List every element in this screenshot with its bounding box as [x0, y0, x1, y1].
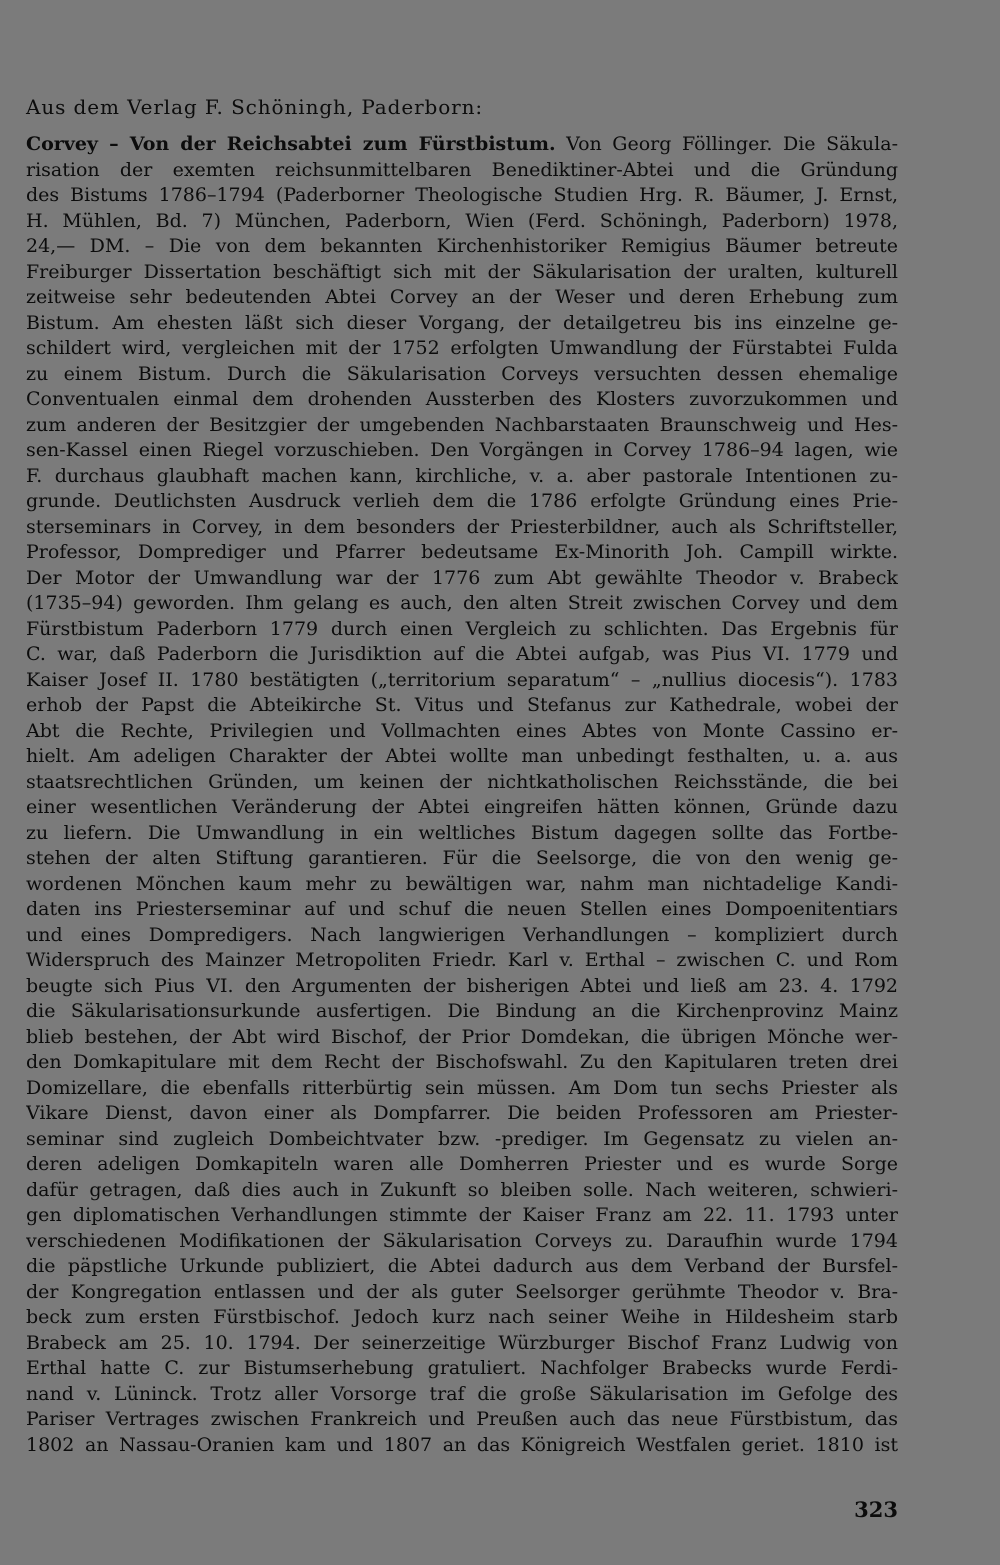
page-number: 323	[854, 1497, 898, 1522]
text-line: Bistum. Am ehesten läßt sich dieser Vorgang, der detailgetreu bis ins einzelne ge-	[26, 311, 898, 334]
text-line: blieb bestehen, der Abt wird Bischof, der Prior Domdekan, die übrigen Mönche wer-	[26, 1025, 898, 1048]
text-line: Erthal hatte C. zur Bistumserhebung gratuliert. Nachfolger Brabecks wurde Ferdi-	[26, 1357, 898, 1379]
book-title: Corvey – Von der Reichsabtei zum Fürstbistum.	[26, 133, 556, 155]
first-line-text: Von Georg Föllinger. Die Säkula-	[555, 133, 898, 155]
publisher-heading: Aus dem Verlag F. Schöningh, Paderborn:	[26, 95, 484, 119]
text-line: beck zum ersten Fürstbischof. Jedoch kurz nach seiner Weihe in Hildesheim starb	[26, 1306, 898, 1328]
text-line: zum anderen der Besitzgier der umgebenden Nachbarstaaten Braunschweig und Hes-	[26, 413, 898, 436]
text-line: staatsrechtlichen Gründen, um keinen der nichtkatholischen Reichsstände, die bei	[26, 770, 898, 793]
text-line: Pariser Vertrages zwischen Frankreich und Preußen auch das neue Fürstbistum, das	[26, 1408, 898, 1430]
text-line: C. war, daß Paderborn die Jurisdiktion auf die Abtei aufgab, was Pius VI. 1779 und	[26, 643, 898, 665]
text-line: Widerspruch des Mainzer Metropoliten Friedr. Karl v. Erthal – zwischen C. und Rom	[26, 949, 898, 971]
text-line: verschiedenen Modifikationen der Säkularisation Corveys zu. Daraufhin wurde 1794	[26, 1229, 898, 1252]
text-line: Brabeck am 25. 10. 1794. Der seinerzeitige Würzburger Bischof Franz Ludwig von	[26, 1331, 898, 1354]
text-line: dafür getragen, daß dies auch in Zukunft so bleiben solle. Nach weiteren, schwieri-	[26, 1178, 898, 1201]
text-line: Kaiser Josef II. 1780 bestätigten („territorium separatum“ – „nullius diocesis“). 1783	[26, 668, 898, 691]
text-line: deren adeligen Domkapiteln waren alle Domherren Priester und es wurde Sorge	[26, 1153, 898, 1175]
text-line: die Säkularisationsurkunde ausfertigen. Die Bindung an die Kirchenprovinz Mainz	[26, 1000, 898, 1022]
text-line: des Bistums 1786–1794 (Paderborner Theologische Studien Hrg. R. Bäumer, J. Ernst,	[26, 184, 898, 206]
text-line: einer wesentlichen Veränderung der Abtei eingreifen hätten können, Gründe dazu	[26, 796, 898, 818]
text-line: daten ins Priesterseminar auf und schuf die neuen Stellen eines Dompoenitentiars	[26, 898, 898, 920]
text-line: die päpstliche Urkunde publiziert, die Abtei dadurch aus dem Verband der Bursfel-	[26, 1255, 898, 1277]
text-line: Vikare Dienst, davon einer als Dompfarrer. Die beiden Professoren am Priester-	[26, 1102, 898, 1124]
text-line: Der Motor der Umwandlung war der 1776 zum Abt gewählte Theodor v. Brabeck	[26, 566, 898, 589]
text-line: Abt die Rechte, Privilegien und Vollmachten eines Abtes von Monte Cassino er-	[26, 719, 898, 742]
text-line: Freiburger Dissertation beschäftigt sich mit der Säkularisation der uralten, kulturell	[26, 260, 898, 283]
text-line: zu einem Bistum. Durch die Säkularisation Corveys versuchten dessen ehemalige	[26, 362, 898, 385]
text-line: und eines Dompredigers. Nach langwierigen Verhandlungen – kompliziert durch	[26, 923, 898, 946]
text-line: Fürstbistum Paderborn 1779 durch einen Vergleich zu schlichten. Das Ergebnis für	[26, 617, 898, 640]
review-text	[26, 132, 898, 1458]
text-line: grunde. Deutlichsten Ausdruck verlieh dem die 1786 erfolgte Gründung eines Prie-	[26, 490, 898, 512]
text-line: sen-Kassel einen Riegel vorzuschieben. Den Vorgängen in Corvey 1786–94 lagen, wie	[26, 439, 898, 461]
text-line: erhob der Papst die Abteikirche St. Vitus und Stefanus zur Kathedrale, wobei der	[26, 694, 898, 716]
text-line: beugte sich Pius VI. den Argumenten der bisherigen Abtei und ließ am 23. 4. 1792	[26, 974, 898, 997]
text-line: 24,— DM. – Die von dem bekannten Kirchenhistoriker Remigius Bäumer betreute	[26, 235, 898, 257]
text-line: 1802 an Nassau-Oranien kam und 1807 an das Königreich Westfalen geriet. 1810 ist	[26, 1433, 898, 1456]
text-line: zu liefern. Die Umwandlung in ein weltliches Bistum dagegen sollte das Fortbe-	[26, 821, 898, 844]
text-line: H. Mühlen, Bd. 7) München, Paderborn, Wien (Ferd. Schöningh, Paderborn) 1978,	[26, 209, 898, 232]
text-line: schildert wird, vergleichen mit der 1752 erfolgten Umwandlung der Fürstabtei Fulda	[26, 337, 898, 359]
text-line: wordenen Mönchen kaum mehr zu bewältigen war, nahm man nichtadelige Kandi-	[26, 872, 898, 895]
text-line: F. durchaus glaubhaft machen kann, kirchliche, v. a. aber pastorale Intentionen zu-	[26, 464, 898, 487]
text-line: risation der exemten reichsunmittelbaren Benediktiner-Abtei und die Gründung	[26, 158, 898, 181]
review-first-line	[26, 132, 898, 158]
text-line: stehen der alten Stiftung garantieren. Für die Seelsorge, die von den wenig ge-	[26, 847, 898, 869]
text-line: den Domkapitulare mit dem Recht der Bischofswahl. Zu den Kapitularen treten drei	[26, 1051, 898, 1073]
text-line: Domizellare, die ebenfalls ritterbürtig sein müssen. Am Dom tun sechs Priester als	[26, 1076, 898, 1099]
text-line: der Kongregation entlassen und der als guter Seelsorger gerühmte Theodor v. Bra-	[26, 1280, 898, 1303]
text-line: (1735–94) geworden. Ihm gelang es auch, den alten Streit zwischen Corvey und dem	[26, 592, 898, 614]
text-line: Conventualen einmal dem drohenden Aussterben des Klosters zuvorzukommen und	[26, 388, 898, 410]
review-lines	[26, 158, 898, 1459]
text-line: Professor, Domprediger und Pfarrer bedeutsame Ex-Minorith Joh. Campill wirkte.	[26, 541, 898, 563]
text-line: seminar sind zugleich Dombeichtvater bzw. -prediger. Im Gegensatz zu vielen an-	[26, 1127, 898, 1150]
text-line: hielt. Am adeligen Charakter der Abtei wollte man unbedingt festhalten, u. a. aus	[26, 745, 898, 767]
text-line: nand v. Lüninck. Trotz aller Vorsorge traf die große Säkularisation im Gefolge des	[26, 1382, 898, 1405]
text-line: zeitweise sehr bedeutenden Abtei Corvey an der Weser und deren Erhebung zum	[26, 286, 898, 308]
text-line: gen diplomatischen Verhandlungen stimmte der Kaiser Franz am 22. 11. 1793 unter	[26, 1204, 898, 1226]
text-line: sterseminars in Corvey, in dem besonders der Priesterbildner, auch als Schriftsteller,	[26, 515, 898, 538]
